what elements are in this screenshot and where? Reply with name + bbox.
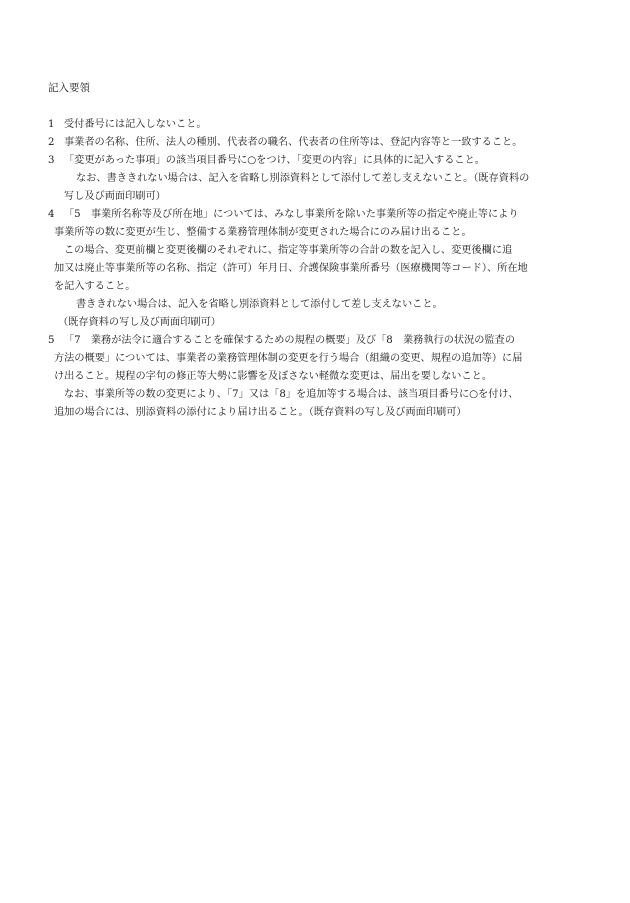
line-text: （既存資料の写し及び両面印刷可）	[58, 317, 221, 328]
line-text: なお、事業所等の数の変更により、「7」又は「8」を追加等する場合は、該当項目番号に○を付け、	[64, 389, 519, 400]
line-text: を記入すること。	[54, 281, 136, 292]
line-text: 方法の概要」については、事業者の業務管理体制の変更を行う場合（組織の変更、規程の追加等）に届	[54, 353, 523, 364]
item-number: 3	[48, 155, 55, 166]
item-number: 2	[48, 137, 55, 148]
line-text: 書ききれない場合は、記入を省略し別添資料として添付して差し支えないこと。	[76, 299, 443, 310]
line-text: なお、書ききれない場合は、記入を省略し別添資料として添付して差し支えないこと。（既存資料の	[76, 173, 530, 184]
item-number: 5	[48, 335, 55, 346]
line-text: 「7 業務が法令に適合することを確保するための規程の概要」及び「8 業務執行の状況の監査の	[64, 335, 516, 346]
line-text: け出ること。規程の字句の修正等大勢に影響を及ぼさない軽微な変更は、届出を要しないこと。	[54, 371, 493, 382]
line-text: 受付番号には記入しないこと。	[64, 119, 207, 130]
document-title: 記入要領	[48, 82, 90, 94]
line-text: この場合、変更前欄と変更後欄のそれぞれに、指定等事業所等の合計の数を記入し、変更後欄に追	[64, 245, 513, 256]
line-text: 加又は廃止等事業所等の名称、指定（許可）年月日、介護保険事業所番号（医療機関等コード）、所在地	[54, 263, 528, 274]
item-number: 4	[48, 209, 55, 220]
line-text: 「5 事業所名称等及び所在地」については、みなし事業所を除いた事業所等の指定や廃止等により	[64, 209, 519, 220]
line-text: 事業者の名称、住所、法人の種別、代表者の職名、代表者の住所等は、登記内容等と一致すること。	[64, 137, 523, 148]
line-text: 写し及び両面印刷可）	[64, 191, 166, 202]
line-text: 「変更があった事項」の該当項目番号に○をつけ、「変更の内容」に具体的に記入すること。	[64, 155, 485, 166]
item-number: 1	[48, 119, 55, 130]
line-text: 追加の場合には、別添資料の添付により届け出ること。（既存資料の写し及び両面印刷可）	[54, 407, 467, 418]
line-text: 事業所等の数に変更が生じ、整備する業務管理体制が変更された場合にのみ届け出ること。	[54, 227, 472, 238]
